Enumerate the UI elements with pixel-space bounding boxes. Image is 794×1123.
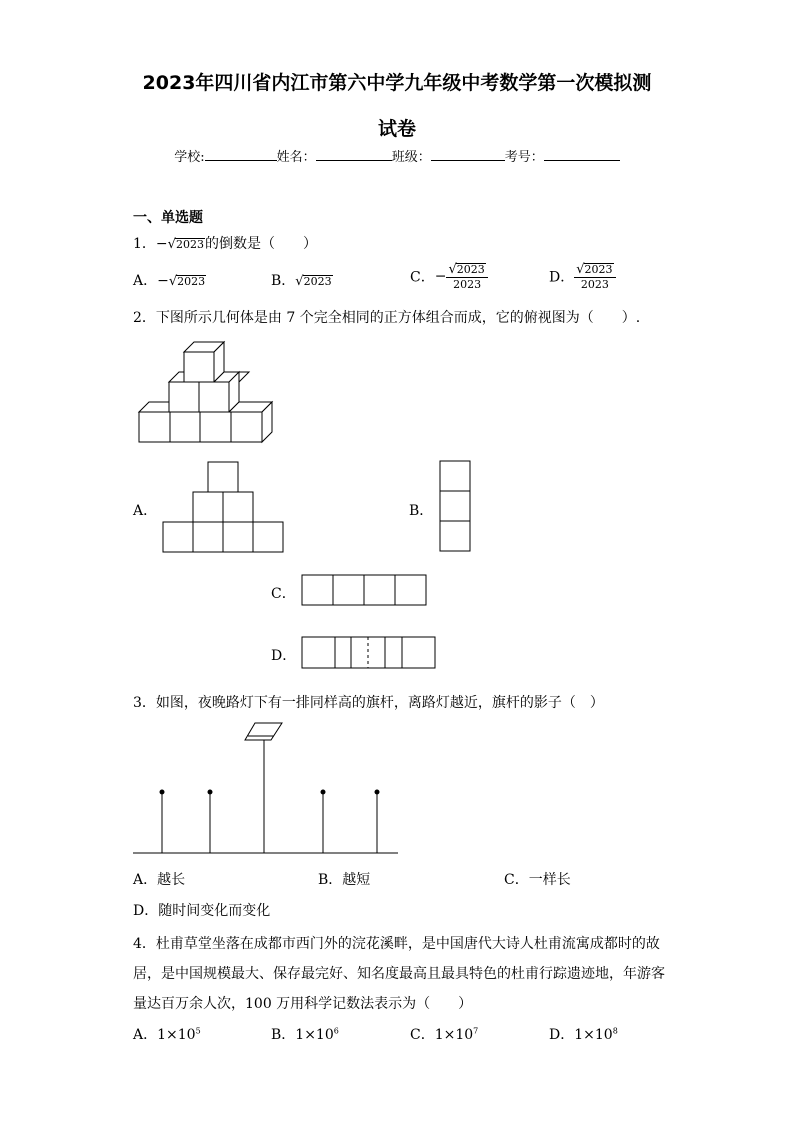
option-label: D． (549, 269, 575, 286)
q1-number: 1． (133, 236, 156, 252)
q4-option-d[interactable] (549, 1024, 618, 1044)
q1-minus: − (155, 236, 168, 252)
sqrt-icon: √ (295, 274, 304, 289)
option-label: A． (133, 273, 158, 289)
exponent: 6 (333, 1026, 339, 1036)
q4-option-c[interactable] (410, 1024, 478, 1044)
page-title: 2023年四川省内江市第六中学九年级中考数学第一次模拟测 (142, 72, 652, 94)
minus-sign: − (434, 268, 447, 285)
q4-option-b[interactable] (271, 1024, 339, 1044)
question-4-line-3: 量达百万余人次，100 万用科学记数法表示为（ ） (133, 996, 473, 1012)
lamp-head-icon (245, 723, 282, 740)
q2-option-a-label[interactable]: A． (133, 503, 158, 519)
q3-option-c[interactable]: C．一样长 (504, 872, 571, 888)
class-label: 班级： (391, 150, 431, 165)
exponent: 8 (612, 1026, 618, 1036)
q3-option-d[interactable]: D．随时间变化而变化 (133, 903, 271, 919)
q2-option-c-label[interactable]: C． (271, 586, 296, 602)
option-label: B． (271, 273, 296, 289)
question-4-line-2: 居，是中国规模最大、保存最完好、知名度最高且最具特色的杜甫行踪遗迹地，年游客 (133, 966, 665, 982)
sqrt-icon: √ (448, 262, 457, 277)
q2-option-d-label[interactable]: D． (271, 648, 297, 664)
numerator: 2023 (456, 263, 485, 276)
radicand: 2023 (177, 275, 206, 288)
question-4-line-1: 4．杜甫草堂坐落在成都市西门外的浣花溪畔，是中国唐代大诗人杜甫流寓成都时的故 (133, 936, 660, 952)
q1-stem: 的倒数是（ ） (204, 236, 317, 252)
exam-no-label: 考号： (504, 150, 544, 165)
option-text: C．1×10 (410, 1027, 474, 1043)
school-label: 学校: (174, 150, 205, 165)
radicand: 2023 (303, 275, 332, 288)
exponent: 7 (473, 1026, 479, 1036)
sqrt-icon: √ (576, 262, 585, 277)
q1-radicand: 2023 (175, 238, 204, 251)
numerator: 2023 (584, 263, 613, 276)
section-heading: 一、单选题 (133, 210, 203, 226)
option-text: A．1×10 (133, 1027, 196, 1043)
option-text: D．1×10 (549, 1027, 613, 1043)
question-3: 3．如图，夜晚路灯下有一排同样高的旗杆，离路灯越近，旗杆的影子（ ） (133, 695, 604, 711)
q4-option-a[interactable] (133, 1024, 201, 1044)
option-label: C． (410, 269, 435, 286)
minus-sign: − (157, 273, 169, 289)
exponent: 5 (195, 1026, 201, 1036)
denominator: 2023 (580, 278, 609, 291)
q3-option-a[interactable]: A．越长 (133, 872, 186, 888)
page-title-continued: 试卷 (377, 118, 416, 140)
option-text: B．1×10 (271, 1027, 334, 1043)
question-2: 2．下图所示几何体是由 7 个完全相同的正方体组合而成，它的俯视图为（ ）. (133, 310, 641, 326)
denominator: 2023 (453, 278, 482, 291)
sqrt-icon: √ (167, 237, 176, 252)
q2-option-b-label[interactable]: B． (409, 503, 434, 519)
sqrt-icon: √ (168, 274, 178, 289)
q3-option-b[interactable]: B．越短 (318, 872, 371, 888)
name-label: 姓名： (276, 150, 316, 165)
